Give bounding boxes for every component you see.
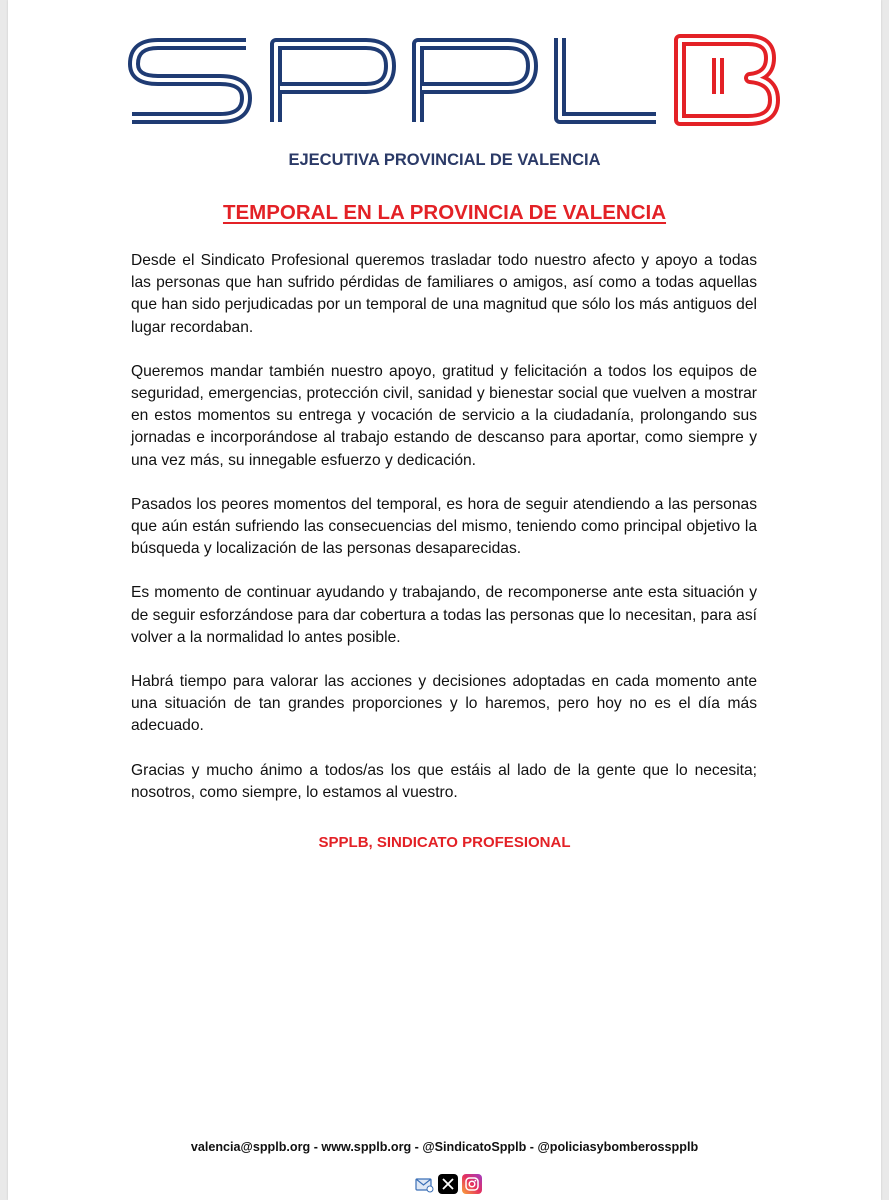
paragraph: Es momento de continuar ayudando y trabajando, de recomponerse ante esta situación y de seguir esforzándose para dar cobertura a todas las personas que lo necesitan, para así volver a la normalidad lo antes posible. bbox=[131, 584, 757, 646]
document-body bbox=[131, 250, 757, 826]
paragraph: Habrá tiempo para valorar las acciones y decisiones adoptadas en cada momento ante una situación de tan grandes proporciones y lo haremos, pero hoy no es el día más adecuado. bbox=[131, 673, 757, 735]
section-subtitle: EJECUTIVA PROVINCIAL DE VALENCIA bbox=[288, 151, 601, 169]
paragraph: Pasados los peores momentos del temporal, es hora de seguir atendiendo a las personas que aún están sufriendo las consecuencias del mismo, teniendo como principal objetivo la búsqueda y localización de las personas desaparecidas. bbox=[131, 495, 757, 558]
paragraph: Queremos mandar también nuestro apoyo, gratitud y felicitación a todos los equipos de seguridad, emergencias, protección civil, sanidad y bienestar social que vuelven a mostrar en estos momentos su entrega y vocación de servicio a la ciudadanía, prolongando sus jornadas e incorporándose al trabajo estando de descanso para aportar, como siempre y una vez más, su innegable esfuerzo y dedicación. bbox=[131, 362, 757, 469]
document-title: TEMPORAL EN LA PROVINCIA DE VALENCIA bbox=[222, 201, 667, 224]
signature: SPPLB, SINDICATO PROFESIONAL bbox=[318, 834, 571, 851]
instagram-icon bbox=[462, 1174, 482, 1194]
spplb-logo bbox=[128, 30, 783, 130]
footer-contact: valencia@spplb.org - www.spplb.org - @SindicatoSpplb - @policiasybomberosspplb bbox=[190, 1140, 699, 1154]
social-icons bbox=[414, 1174, 482, 1194]
paragraph: Gracias y mucho ánimo a todos/as los que estáis al lado de la gente que lo necesita; nosotros, como siempre, lo estamos al vuestro. bbox=[131, 761, 757, 801]
document-page bbox=[8, 0, 881, 1200]
mail-icon bbox=[414, 1174, 434, 1194]
x-icon bbox=[438, 1174, 458, 1194]
paragraph: Desde el Sindicato Profesional queremos trasladar todo nuestro afecto y apoyo a todas las personas que han sufrido pérdidas de familiares o amigos, así como a todas aquellas que han sido perjudicadas por un temporal de una magnitud que sólo los más antiguos del lugar recordaban. bbox=[131, 252, 757, 336]
